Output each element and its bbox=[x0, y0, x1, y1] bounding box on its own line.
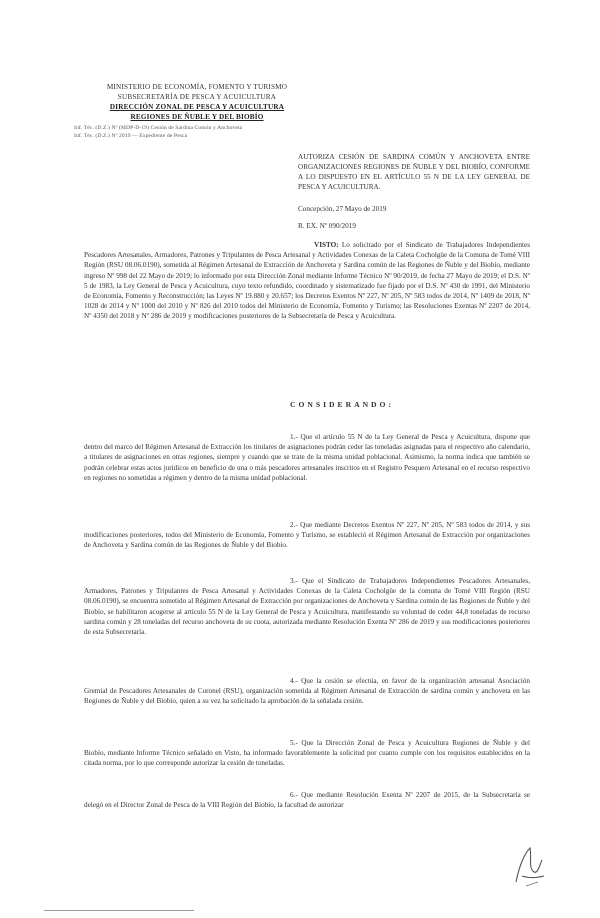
considerando-2: 2.- Que mediante Decretos Exentos Nº 227, Nº 205, Nº 583 todos de 2014, y sus modificaciones posteriores, todos del Ministerio de Economía, Fomento y Turismo, se estableció el Régimen Artesanal de Extracción por organizaciones de Anchoveta y Sardina común de las Regiones de Ñuble y del Biobío. bbox=[84, 521, 530, 550]
reference-lines bbox=[74, 125, 344, 140]
footer-rule bbox=[44, 910, 194, 911]
place-date: Concepción, 27 Mayo de 2019 bbox=[298, 205, 387, 213]
resolution-subject: AUTORIZA CESIÓN DE SARDINA COMÚN Y ANCHOVETA ENTRE ORGANIZACIONES REGIONES DE ÑUBLE Y DEL BIOBÍO, CONFORME A LO DISPUESTO EN EL ARTÍCULO 55 N DE LA LEY GENERAL DE PESCA Y ACUICULTURA. bbox=[298, 153, 530, 191]
considerando-6: 6.- Que mediante Resolución Exenta Nº 2207 de 2015, de la Subsecretaría se delegó en el Director Zonal de Pesca de la VIII Región del Biobío, la facultad de autorizar bbox=[84, 791, 530, 810]
considerando-1: 1.- Que el artículo 55 N de la Ley General de Pesca y Acuicultura, dispone que dentro del marco del Régimen Artesanal de Extracción los titulares de asignaciones podrán ceder las toneladas asignadas para el respectivo año calendario, a titulares de asignaciones en otras regiones, siempre y cuando que se trate de la misma unidad poblacional. Asimismo, la norma indica que también se podrán celebrar estas actos jurídicos en beneficio de una o más pescadores artesanales inscritos en el Registro Pesquero Artesanal en el recurso respectivo en regiones no sometidas a régimen y dentro de la misma unidad poblacional. bbox=[84, 433, 530, 482]
visto-label: VISTO: bbox=[314, 241, 339, 249]
considerando-heading: CONSIDERANDO: bbox=[290, 400, 394, 409]
reference-line-1: Inf. Téc. (D.Z.) Nº (MDP-D-19) Cesión de Sardina Común y Anchoveta bbox=[74, 125, 243, 131]
ministry-name: MINISTERIO DE ECONOMÍA, FOMENTO Y TURISMO bbox=[106, 83, 288, 91]
resolution-number: R. EX. Nº 090/2019 bbox=[298, 222, 356, 230]
office-region: REGIONES DE ÑUBLE Y DEL BIOBÍO bbox=[130, 113, 264, 121]
signature-mark bbox=[508, 842, 548, 888]
visto-paragraph bbox=[84, 240, 530, 322]
office-name: DIRECCIÓN ZONAL DE PESCA Y ACUICULTURA bbox=[109, 103, 285, 111]
considerando-4: 4.- Que la cesión se efectúa, en favor de la organización artesanal Asociación Gremial de Pescadores Artesanales de Coronel (RSU), organización sometida al Régimen Artesanal de Extracción de sardina común y anchoveta en las Regiones de Ñuble y del Biobío, quien a su vez ha solicitado la aprobación de la señalada cesión. bbox=[84, 677, 530, 706]
considerando-3: 3.- Que el Sindicato de Trabajadores Independientes Pescadores Artesanales, Armadores, Patrones y Tripulantes de Pesca Artesanal y Actividades Conexas de la Caleta Cocholgüe de la comuna de Tomé VIII Región (RSU 08.06.0190), se encuentra sometido al Régimen Artesanal de Extracción por organizaciones de Anchoveta y Sardina común de las Regiones de Ñuble y del Biobío, se habilitaron acogerse al artículo 55 N de la Ley General de Pesca y Acuicultura, manifestando su voluntad de ceder 44,8 toneladas de recurso sardina común y 28 toneladas del recurso anchoveta de su cuota, autorizada mediante Resolución Exenta Nº 286 de 2019 y sus modificaciones posteriores de esta Subsecretaría. bbox=[84, 577, 530, 637]
visto-text: Lo solicitado por el Sindicato de Trabajadores Independientes Pescadores Artesanales, Armadores, Patrones y Tripulantes de Pesca Artesanal y Actividades Conexas de la Caleta Cocholgüe de la Comuna de Tomé VIII Región (RSU 08.06.0190), sometida al Régimen Artesanal de Extracción de Anchoveta y Sardina común de las Regiones de Ñuble y del Biobío, mediante ingreso Nº 998 del 22 Mayo de 2019; lo informado por esta Dirección Zonal mediante Informe Técnico Nº 90/2019, de fecha 27 Mayo de 2019; el D.S. Nº 5 de 1983, la Ley General de Pesca y Acuicultura, cuyo texto refundido, coordinado y sistematizado fue fijado por el D.S. Nº 430 de 1991, del Ministerio de Economía, Fomento y Reconstrucción; las Leyes Nº 19.880 y 20.657; los Decretos Exentos Nº 227, Nº 205, Nº 583 todos de 2014, Nº 1409 de 2018, Nº 1028 de 2014 y Nº 1000 del 2010 y Nº 826 del 2010 todos del Ministerio de Economía, Fomento y Turismo; las Resoluciones Exentas Nº 2207 de 2014, Nº 4350 del 2018 y Nº 286 de 2019 y modificaciones posteriores de la Subsecretaría de Pesca y Acuicultura. bbox=[84, 241, 530, 321]
subsecretariat-name: SUBSECRETARÍA DE PESCA Y ACUICULTURA bbox=[117, 93, 277, 101]
reference-line-2: Inf. Téc. (D.Z.) Nº 2019 — Expediente de Pesca bbox=[74, 132, 188, 139]
considerando-5: 5.- Que la Dirección Zonal de Pesca y Acuicultura Regiones de Ñuble y del Biobío, mediante Informe Técnico señalado en Visto, ha informado favorablemente la solicitud por cuanto cumple con los requisitos establecidos en la citada norma, por lo que corresponde autorizar la cesión de toneladas. bbox=[84, 739, 530, 768]
letterhead bbox=[62, 82, 332, 122]
